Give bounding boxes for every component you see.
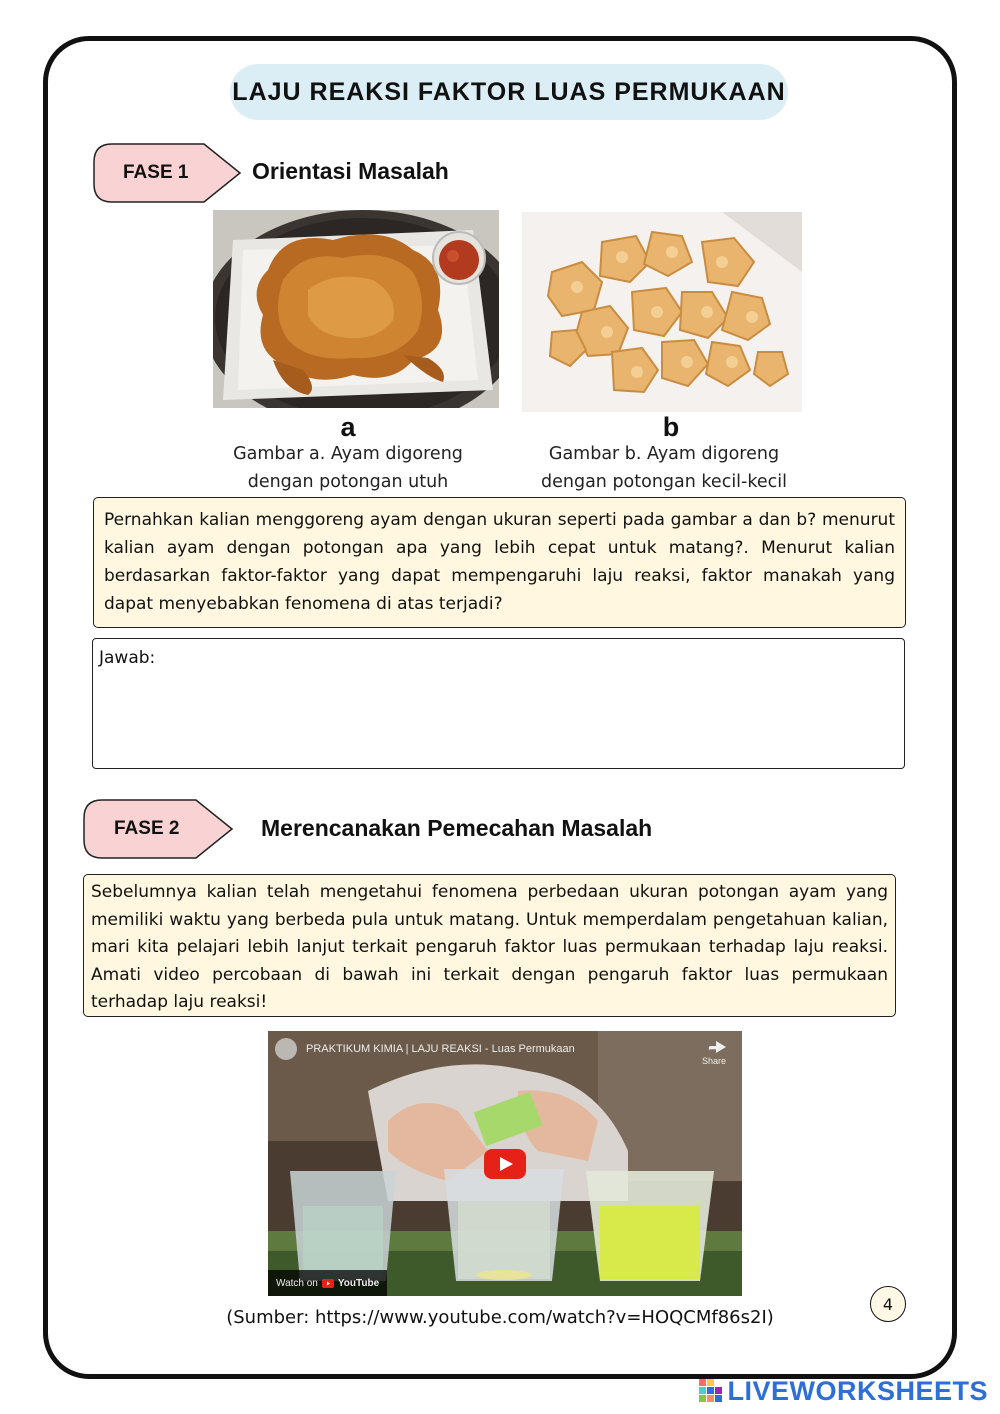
image-b-letter: b	[662, 412, 680, 442]
liveworksheets-brand	[699, 1376, 988, 1406]
youtube-logo-icon	[322, 1279, 334, 1288]
image-b-caption-line1: Gambar b. Ayam digoreng	[548, 444, 780, 464]
phase1-badge-label: FASE 1	[123, 162, 189, 183]
phase2-text: Sebelumnya kalian telah mengetahui fenomena perbedaan ukuran potongan ayam yang memiliki waktu yang berbeda pula untuk matang. Untuk memperdalam pengetahuan kalian, mari kita pelajari lebih lanjut terkait pengaruh faktor luas permukaan terhadap laju reaksi. Amati video percobaan di bawah ini terkait dengan pengaruh faktor luas permukaan terhadap laju reaksi!	[91, 882, 888, 1012]
brand-name: LIVEWORKSHEETS	[727, 1375, 988, 1406]
watch-on-youtube-link[interactable]	[268, 1270, 387, 1296]
phase1-badge	[92, 142, 242, 204]
image-a-caption-line2: dengan potongan utuh	[247, 472, 449, 492]
phase2-text-box	[83, 874, 896, 1017]
phase1-question-text: Pernahkan kalian menggoreng ayam dengan ukuran seperti pada gambar a dan b? menurut kalian ayam dengan potongan apa yang lebih cepat untuk matang?. Menurut kalian berdasarkan faktor-faktor yang dapat mempengaruhi laju reaksi, faktor manakah yang dapat menyebabkan fenomena di atas terjadi?	[104, 510, 895, 614]
share-icon: ➦	[708, 1039, 720, 1055]
image-b-caption-line2: dengan potongan kecil-kecil	[541, 472, 787, 492]
answer-input-box[interactable]	[92, 638, 905, 769]
watch-on-label: Watch on	[276, 1277, 318, 1289]
page-title: LAJU REAKSI FAKTOR LUAS PERMUKAAN	[230, 64, 788, 120]
phase1-heading: Orientasi Masalah	[252, 158, 449, 184]
image-whole-fried-chicken	[213, 210, 499, 408]
image-a-caption	[200, 440, 496, 496]
phase1-question-box	[93, 497, 906, 628]
page-number: 4	[870, 1286, 906, 1322]
play-button-icon[interactable]	[484, 1149, 526, 1179]
share-button[interactable]	[702, 1039, 726, 1066]
video-embed[interactable]	[268, 1031, 742, 1296]
liveworksheets-logo-icon	[699, 1379, 723, 1403]
video-source: (Sumber: https://www.youtube.com/watch?v=HOQCMf86s2I)	[226, 1307, 774, 1328]
image-b-caption	[516, 440, 812, 496]
phase2-badge-label: FASE 2	[114, 818, 180, 839]
phase2-badge	[82, 798, 234, 860]
image-small-chicken-pieces	[522, 212, 802, 412]
video-title: PRAKTIKUM KIMIA | LAJU REAKSI - Luas Permukaan	[306, 1043, 575, 1055]
answer-label: Jawab:	[99, 648, 156, 668]
image-a-caption-line1: Gambar a. Ayam digoreng	[233, 444, 463, 464]
phase2-heading: Merencanakan Pemecahan Masalah	[261, 815, 653, 841]
youtube-label: YouTube	[337, 1277, 380, 1289]
image-a-letter: a	[340, 412, 356, 442]
share-label: Share	[701, 1056, 726, 1066]
